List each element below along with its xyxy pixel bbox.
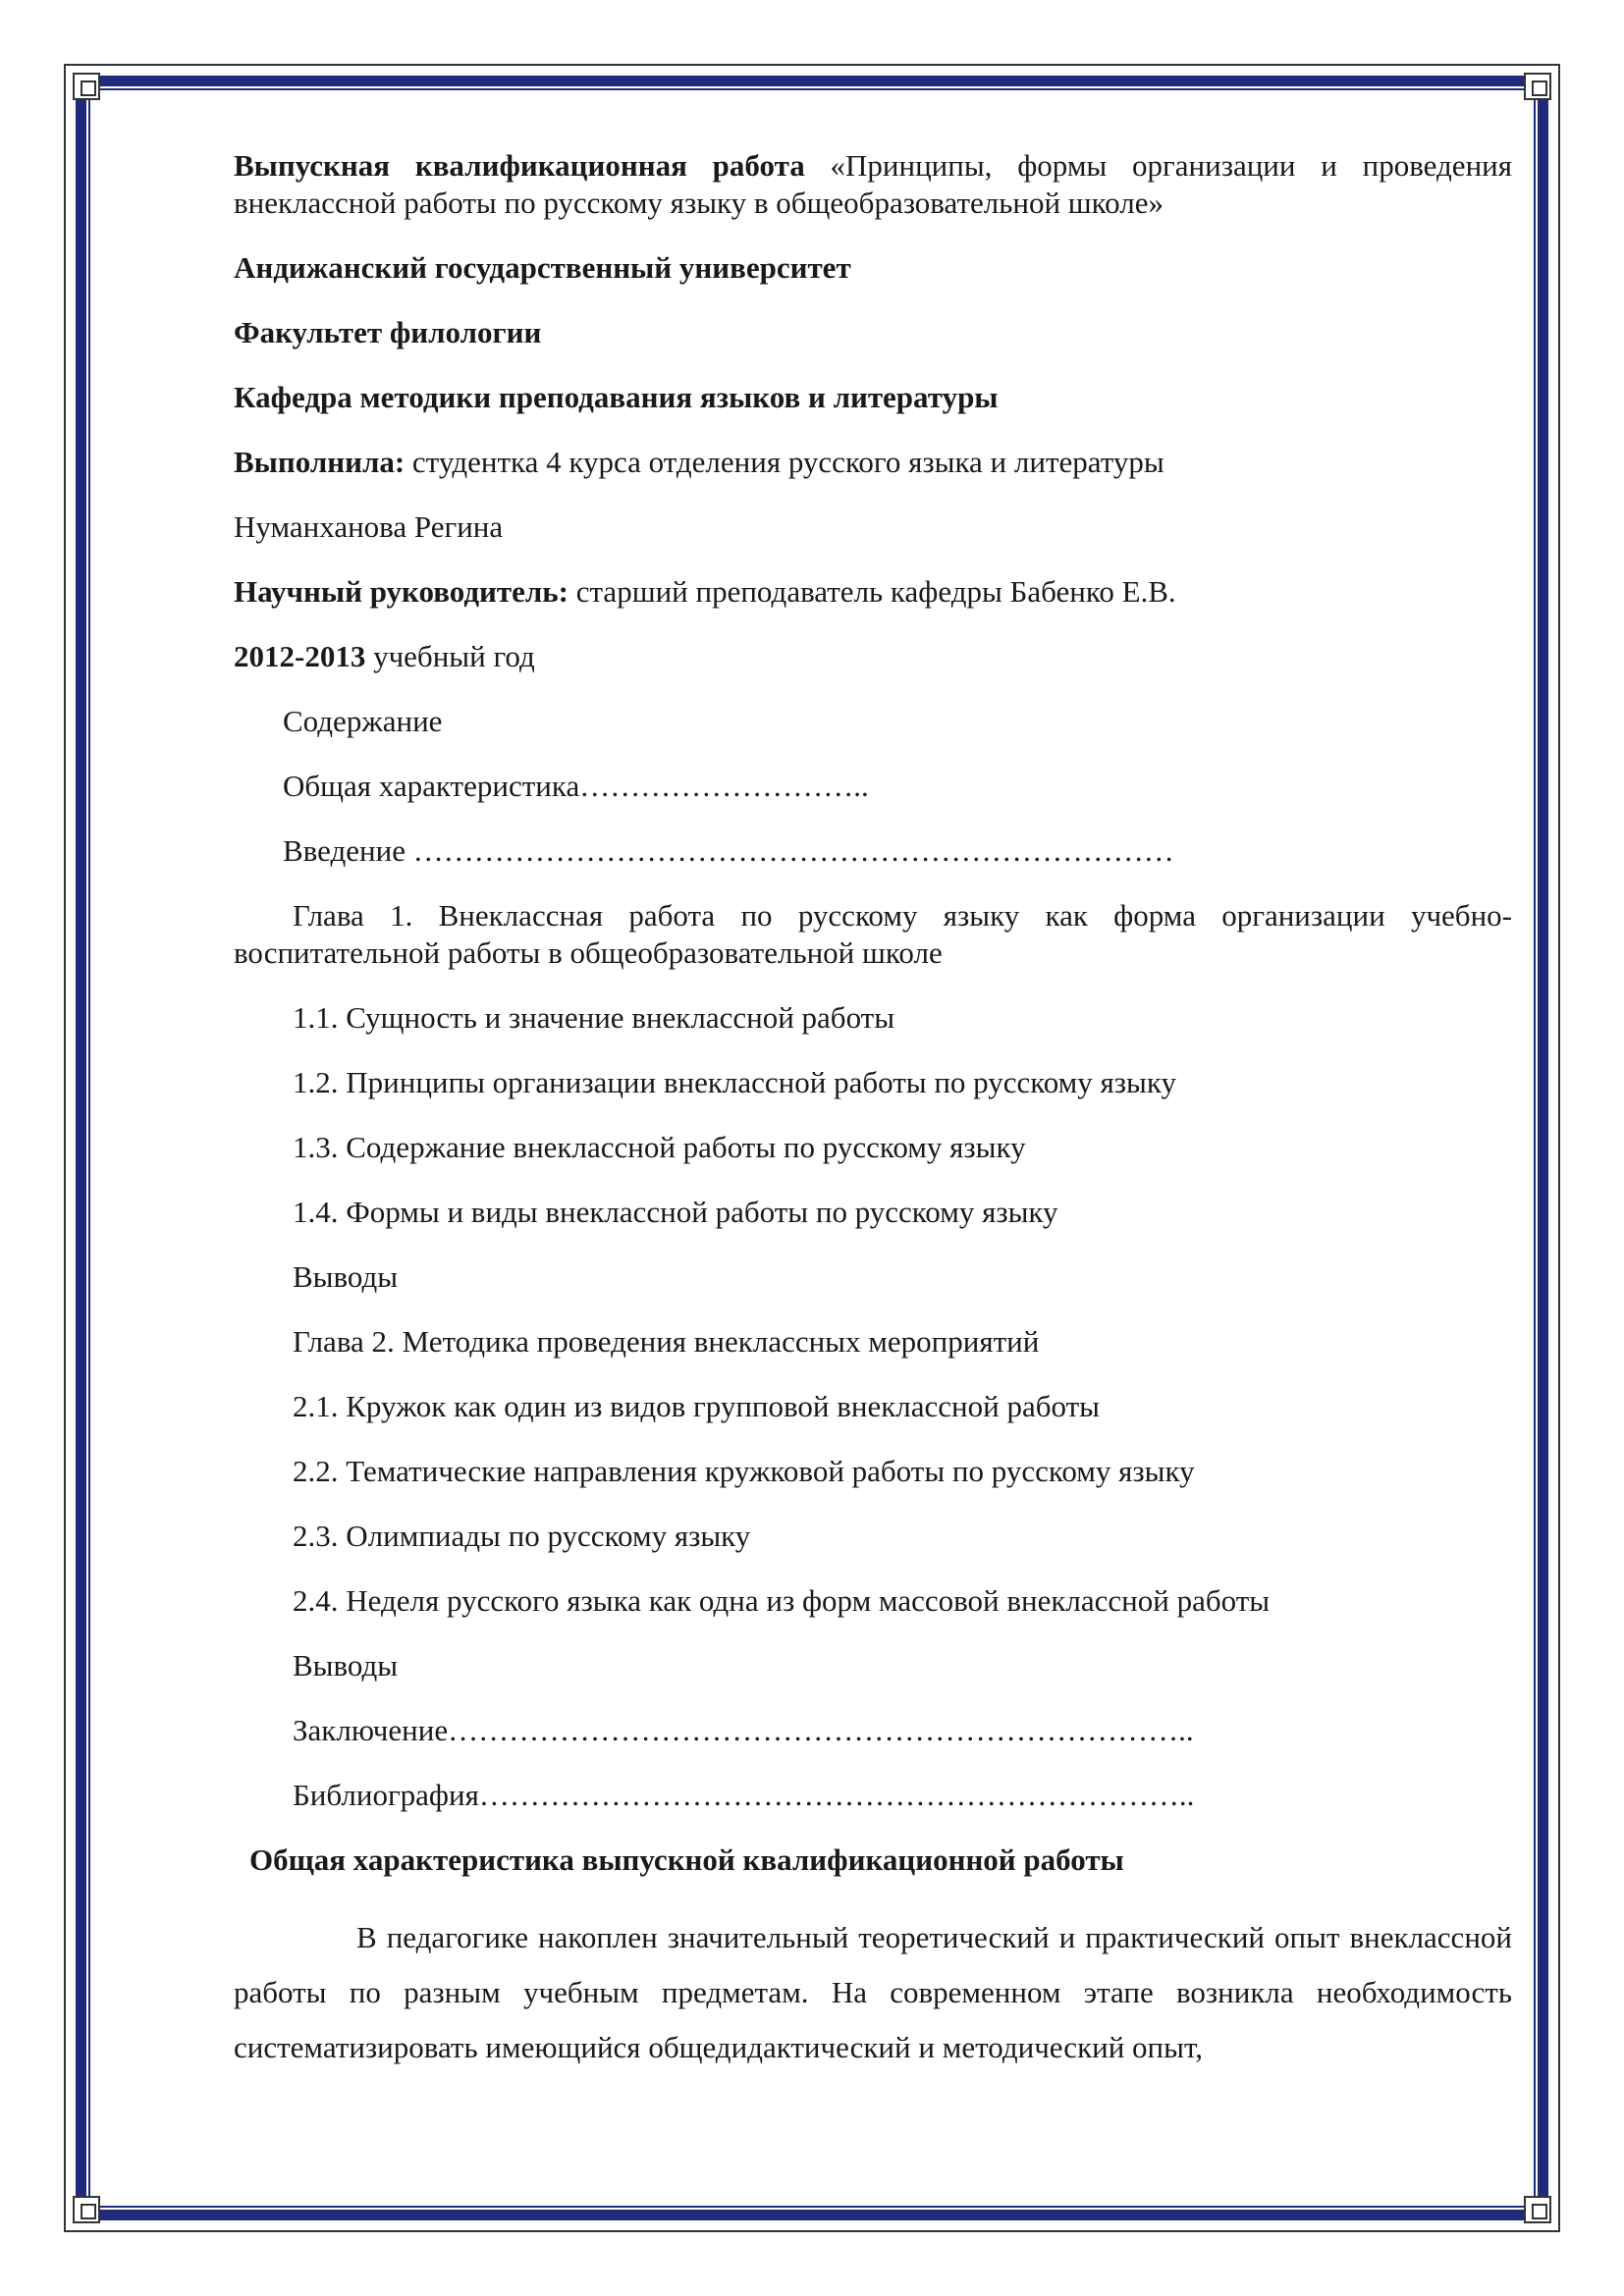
author-role: студентка 4 курса отделения русского языка и литературы [411, 445, 1164, 479]
academic-year-range: 2012-2013 [234, 639, 366, 673]
toc-chapter-1-text: Глава 1. Внеклассная работа по русскому языку как форма организации учебно-воспитательной работы в общеобразовательной школе [234, 898, 1512, 970]
faculty-name: Факультет филологии [234, 315, 542, 349]
author-label: Выполнила: [234, 445, 406, 479]
author-line [234, 444, 1512, 481]
toc-item-2-3: 2.3. Олимпиады по русскому языку [293, 1519, 751, 1553]
section-title: Общая характеристика выпускной квалификационной работы [249, 1842, 1124, 1877]
corner-ornament-bottom-right [1524, 2196, 1551, 2223]
supervisor-label: Научный руководитель: [234, 574, 568, 609]
toc-item-general: Общая характеристика……………………….. [283, 769, 869, 803]
toc-chapter-2: Глава 2. Методика проведения внеклассных мероприятий [293, 1324, 1040, 1359]
academic-year [234, 638, 1512, 675]
toc-item-conclusion: Заключение……………………………………………………………….. [293, 1713, 1194, 1747]
author-name: Нуманханова Регина [234, 509, 504, 544]
thesis-label: Выпускная квалификационная работа [234, 148, 805, 183]
thesis-title: «Принципы, формы организации и проведения внеклассной работы по русскому языку в общеобразовательной школе» [234, 148, 1513, 220]
corner-ornament-top-right [1524, 73, 1551, 100]
supervisor-line [234, 573, 1512, 611]
thesis-heading [234, 147, 1512, 222]
toc-item-2-2: 2.2. Тематические направления кружковой работы по русскому языку [293, 1454, 1195, 1488]
toc-item-bibliography: Библиография…………………………………………………………….. [293, 1778, 1195, 1812]
toc-conclusions-1: Выводы [293, 1259, 399, 1294]
supervisor-value: старший преподаватель кафедры Бабенко Е.В. [575, 574, 1176, 609]
toc-item-2-1: 2.1. Кружок как один из видов групповой внеклассной работы [293, 1389, 1100, 1423]
university-name: Андижанский государственный университет [234, 250, 851, 285]
toc-item-1-1: 1.1. Сущность и значение внеклассной работы [293, 1000, 895, 1035]
corner-ornament-top-left [73, 73, 100, 100]
toc-chapter-1 [234, 897, 1512, 972]
corner-ornament-bottom-left [73, 2196, 100, 2223]
toc-item-2-4: 2.4. Неделя русского языка как одна из форм массовой внеклассной работы [293, 1583, 1271, 1618]
document-body [234, 147, 1512, 2075]
body-paragraph: В педагогике накоплен значительный теоретический и практический опыт внеклассной работы по разным учебным предметам. На современном этапе возникла необходимость систематизировать имеющийся общедидактический и методический опыт, [234, 1920, 1512, 2064]
toc-conclusions-2: Выводы [293, 1648, 399, 1682]
toc-item-intro: Введение ………………………………………………………………… [283, 833, 1174, 868]
toc-item-1-4: 1.4. Формы и виды внеклассной работы по русскому языку [293, 1195, 1058, 1229]
academic-year-label: учебный год [373, 639, 535, 673]
department-name: Кафедра методики преподавания языков и литературы [234, 380, 999, 414]
toc-item-1-2: 1.2. Принципы организации внеклассной работы по русскому языку [293, 1065, 1176, 1099]
toc-title: Содержание [283, 704, 443, 738]
toc-item-1-3: 1.3. Содержание внеклассной работы по русскому языку [293, 1130, 1026, 1164]
